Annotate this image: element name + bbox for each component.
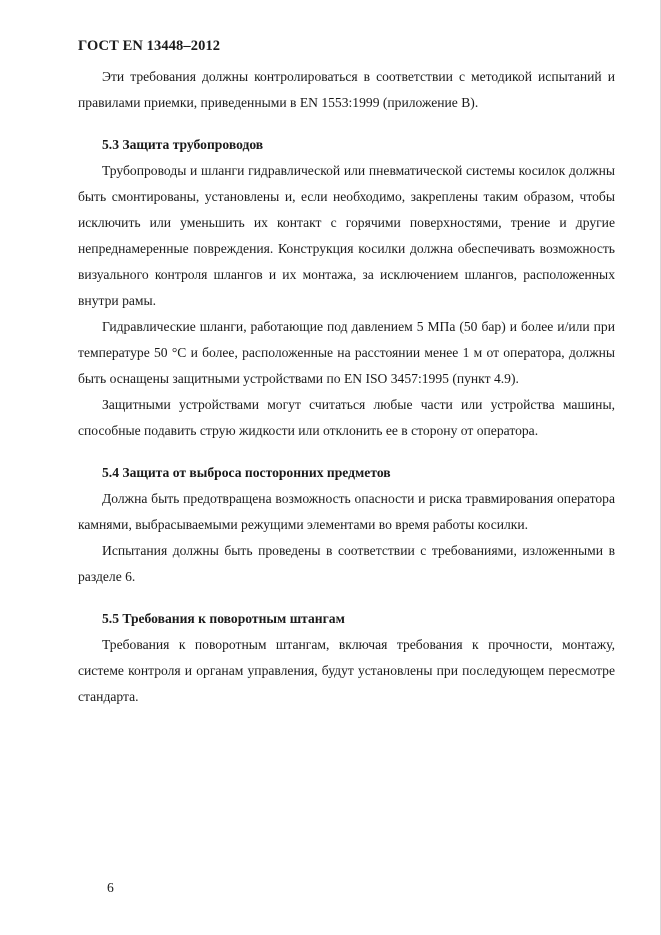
section-5-4-paragraph: Должна быть предотвращена возможность опасности и риска травмирования оператора камнями, выбрасываемыми режущими элементами во время работы косилки. <box>78 491 615 532</box>
section-5-5-paragraph: Требования к поворотным штангам, включая требования к прочности, монтажу, системе контроля и органам управления, будут установлены при последующем пересмотре стандарта. <box>78 637 615 704</box>
section-5-3-paragraph: Защитными устройствами могут считаться любые части или устройства машины, способные подавить струю жидкости или отклонить ее в сторону от оператора. <box>78 397 615 438</box>
section-5-3-title: 5.3 Защита трубопроводов <box>102 137 264 152</box>
section-5-4-title: 5.4 Защита от выброса посторонних предметов <box>102 465 391 480</box>
section-5-4-paragraph: Испытания должны быть проведены в соответствии с требованиями, изложенными в разделе 6. <box>78 543 615 584</box>
page-number: 6 <box>107 880 114 895</box>
document-header: ГОСТ EN 13448–2012 <box>78 38 221 54</box>
section-5-3-paragraph: Трубопроводы и шланги гидравлической или пневматической системы косилок должны быть смонтированы, установлены и, если необходимо, закреплены таким образом, чтобы исключить или уменьшить их контакт с горячими поверхностями, трение и другие непреднамеренные повреждения. Конструкция косилки должна обеспечивать возможность визуального контроля шлангов и их монтажа, за исключением шлангов, расположенных внутри рамы. <box>78 163 615 308</box>
document-body <box>78 64 615 710</box>
section-5-3-paragraph: Гидравлические шланги, работающие под давлением 5 МПа (50 бар) и более и/или при температуре 50 °С и более, расположенные на расстоянии менее 1 м от оператора, должны быть оснащены защитными устройствами по EN ISO 3457:1995 (пункт 4.9). <box>78 319 615 386</box>
intro-paragraph: Эти требования должны контролироваться в соответствии с методикой испытаний и правилами приемки, приведенными в EN 1553:1999 (приложение B). <box>78 69 615 110</box>
section-5-5-title: 5.5 Требования к поворотным штангам <box>102 611 345 626</box>
